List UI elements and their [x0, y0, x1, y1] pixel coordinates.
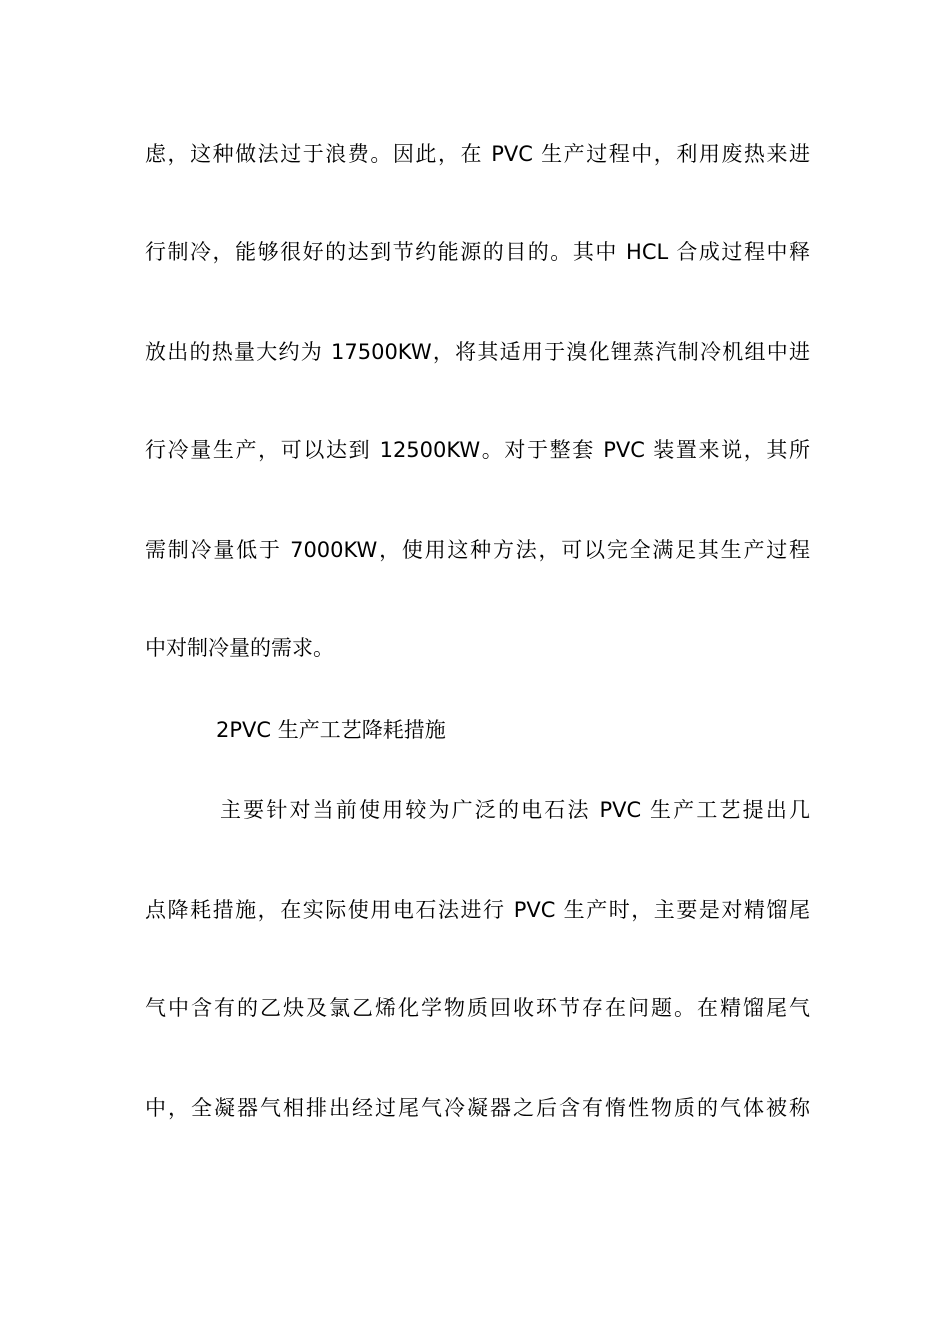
paragraph-2-line-1: 主要针对当前使用较为广泛的电石法 PVC 生产工艺提出几	[220, 798, 810, 822]
paragraph-1-line-5: 需制冷量低于 7000KW，使用这种方法，可以完全满足其生产过程	[145, 538, 810, 562]
paragraph-2-line-3: 气中含有的乙炔及氯乙烯化学物质回收环节存在问题。在精馏尾气	[145, 996, 810, 1020]
paragraph-1-line-3: 放出的热量大约为 17500KW，将其适用于溴化锂蒸汽制冷机组中进	[145, 340, 810, 364]
paragraph-2-line-4: 中，全凝器气相排出经过尾气冷凝器之后含有惰性物质的气体被称	[145, 1096, 810, 1120]
paragraph-1-line-2: 行制冷，能够很好的达到节约能源的目的。其中 HCL 合成过程中释	[145, 240, 810, 264]
paragraph-1-line-6: 中对制冷量的需求。	[145, 636, 334, 660]
paragraph-2-line-2: 点降耗措施，在实际使用电石法进行 PVC 生产时，主要是对精馏尾	[145, 898, 810, 922]
section-heading: 2PVC 生产工艺降耗措施	[216, 718, 446, 742]
paragraph-1-line-4: 行冷量生产，可以达到 12500KW。对于整套 PVC 装置来说，其所	[145, 438, 810, 462]
paragraph-1-line-1: 虑，这种做法过于浪费。因此，在 PVC 生产过程中，利用废热来进	[145, 142, 810, 166]
